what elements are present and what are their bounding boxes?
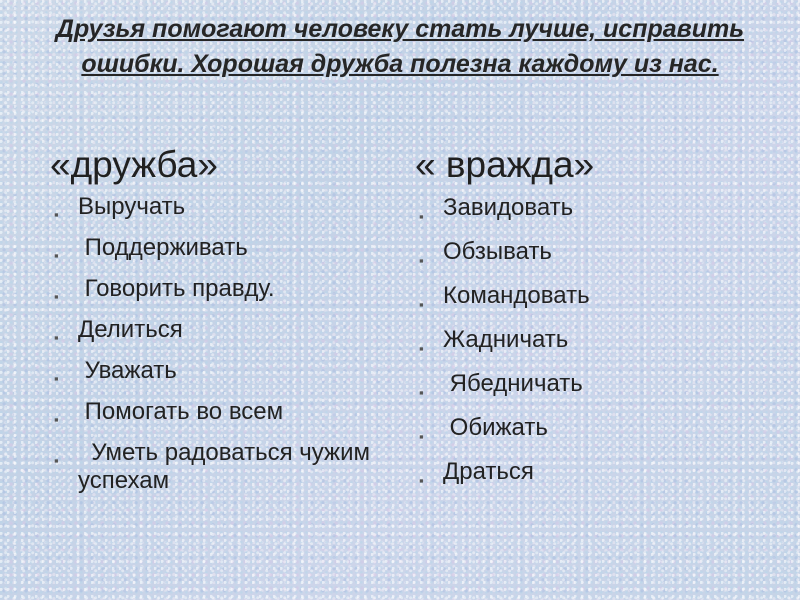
enmity-list [415,193,745,487]
bullet-icon: ▪ [419,429,424,444]
list-item: ▪ Драться [415,457,745,487]
list-item: ▪ Помогать во всем [50,398,380,426]
bullet-icon: ▪ [54,453,59,468]
friendship-heading: «дружба» [50,144,218,185]
list-item: ▪ Уметь радоваться чужим успехам [54,439,377,494]
list-item: ▪ Обзывать [415,237,745,267]
bullet-icon: ▪ [54,412,59,427]
friendship-list [50,193,380,495]
list-item: ▪ Делиться [50,316,380,344]
bullet-icon: ▪ [54,330,59,345]
bullet-icon: ▪ [419,385,424,400]
list-item: ▪ Уважать [50,357,380,385]
list-item: ▪ Жадничать [415,325,745,355]
bullet-icon: ▪ [54,248,59,263]
friendship-column [50,143,380,508]
enmity-column [415,143,745,501]
list-item: ▪ Говорить правду. [50,275,380,303]
list-item: ▪ Завидовать [415,193,745,223]
slide-title: Друзья помогают человеку стать лучше, исправить ошибки. Хорошая дружба полезна каждому из нас. [55,15,745,78]
list-item: ▪ Поддерживать [50,234,380,262]
list-item: ▪ Выручать [50,193,380,221]
bullet-icon: ▪ [419,473,424,488]
list-item: ▪ Командовать [415,281,745,311]
bullet-icon: ▪ [419,253,424,268]
bullet-icon: ▪ [54,289,59,304]
bullet-icon: ▪ [419,341,424,356]
bullet-icon: ▪ [54,207,59,222]
list-item: ▪ Обижать [415,413,745,443]
bullet-icon: ▪ [419,297,424,312]
enmity-heading: « вражда» [415,144,595,185]
bullet-icon: ▪ [54,371,59,386]
bullet-icon: ▪ [419,209,424,224]
list-item: ▪ Ябедничать [415,369,745,399]
